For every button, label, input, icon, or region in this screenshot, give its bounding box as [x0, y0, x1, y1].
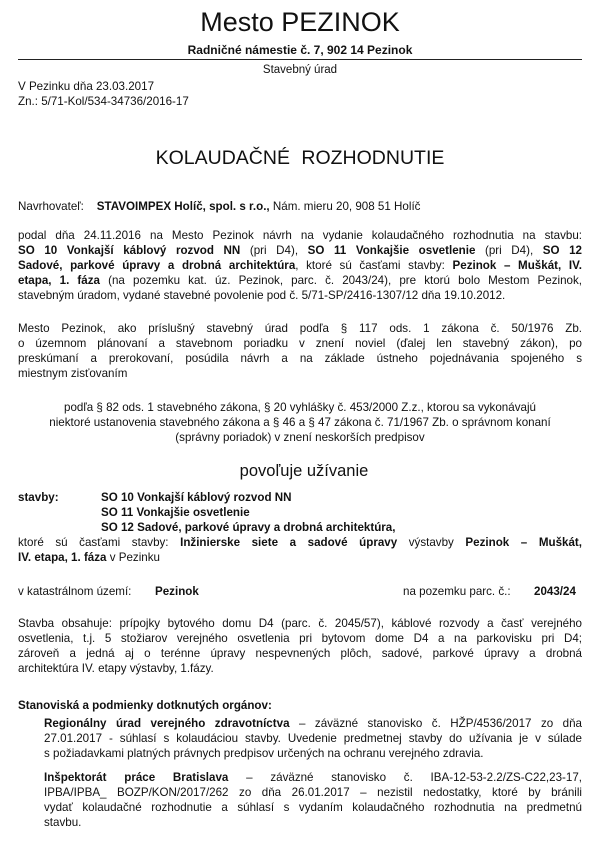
- reference-number: Zn.: 5/71-Kol/534-34736/2016-17: [18, 95, 189, 108]
- paragraph-line: (správny poriadok) v znení neskorších predpisov: [175, 431, 425, 444]
- paragraph-line: stavbu.: [44, 816, 82, 829]
- paragraph-line: IV. etapa, 1. fáza v Pezinku: [18, 551, 161, 564]
- section-heading: Stanoviská a podmienky dotknutých orgánov:: [18, 699, 272, 712]
- paragraph-line: niektoré ustanovenia stavebného zákona a § 46 a § 47 zákona č. 71/1967 Zb. o správnom konaní: [49, 416, 551, 429]
- decision-heading: povoľuje užívanie: [239, 462, 369, 480]
- paragraph-line: o územnom plánovaní a stavebnom poriadku v znení noviel (ďalej len stavebný zákon), po: [18, 337, 582, 350]
- paragraph-line: miestnym zisťovaním: [18, 367, 128, 380]
- paragraph-line: ktoré sú časťami stavby: Inžinierske siete a sadové úpravy výstavby Pezinok – Muškát,: [18, 536, 582, 549]
- paragraph-line: etapa, 1. fáza (na pozemku kat. úz. Pezinok, parc. č. 2043/24), pre ktorú bolo Mestom Pezinok,: [18, 274, 582, 287]
- applicant-label: Navrhovateľ:: [18, 200, 84, 213]
- paragraph-line: s požiadavkami platných právnych predpisov určených na ochranu verejného zdravia.: [44, 747, 484, 760]
- parcel-label: na pozemku parc. č.:: [403, 585, 511, 598]
- building-item: SO 12 Sadové, parkové úpravy a drobná architektúra,: [101, 521, 396, 534]
- paragraph-line: vydať kolaudačné rozhodnutie a súhlasí s vydaním kolaudačného rozhodnutia na predmetnú: [44, 801, 582, 814]
- cadastre-value: Pezinok: [155, 585, 199, 598]
- paragraph-line: Stavba obsahuje: prípojky bytového domu D4 (parc. č. 2045/57), káblové rozvody a časť verejného: [18, 617, 582, 630]
- city-title: Mesto PEZINOK: [200, 7, 400, 37]
- paragraph-line: stavebným úradom, vydané stavebné povolenie pod č. 5/71-SP/2416-1307/12 dňa 19.10.2012.: [18, 289, 506, 302]
- paragraph-line: SO 10 Vonkajší káblový rozvod NN (pri D4), SO 11 Vonkajšie osvetlenie (pri D4), SO 12: [18, 244, 583, 257]
- paragraph-line: architektúra IV. etapy výstavby, 1.fázy.: [18, 662, 214, 675]
- applicant-line: [18, 199, 420, 214]
- building-item: SO 11 Vonkajšie osvetlenie: [101, 506, 250, 519]
- paragraph-line: zároveň a jedná aj o terénne úpravy nespevnených plôch, sadové, parkové úpravy a drobná: [18, 647, 582, 660]
- paragraph-line: podal dňa 24.11.2016 na Mesto Pezinok návrh na vydanie kolaudačného rozhodnutia na stavbu:: [18, 229, 582, 242]
- buildings-label: stavby:: [18, 491, 59, 504]
- paragraph-line: IPBA/IPBA_ BOZP/KON/2017/262 zo dňa 26.01.2017 – nezistil nedostatky, ktoré by bránili: [44, 786, 582, 799]
- paragraph-line: osvetlenia, t.j. 5 stožiarov verejného osvetlenia pri bytovom dome D4 a na parkovisku pri D4;: [18, 632, 582, 645]
- document-title: KOLAUDAČNÉ ROZHODNUTIE: [155, 147, 445, 169]
- applicant-name: STAVOIMPEX Holíč, spol. s r.o.,: [96, 200, 270, 213]
- parcel-value: 2043/24: [534, 585, 576, 598]
- building-item: SO 10 Vonkajší káblový rozvod NN: [101, 491, 292, 504]
- paragraph-line: preskúmaní a prerokovaní, posúdila návrh a na základe ústneho pojednávania spojeného s: [18, 352, 582, 365]
- paragraph-line: Regionálny úrad verejného zdravotníctva – záväzné stanovisko č. HŽP/4536/2017 zo dňa: [44, 717, 582, 730]
- paragraph-line: Mesto Pezinok, ako príslušný stavebný úrad podľa § 117 ods. 1 zákona č. 50/1976 Zb.: [18, 322, 582, 335]
- city-address: Radničné námestie č. 7, 902 14 Pezinok: [187, 43, 413, 57]
- paragraph-line: podľa § 82 ods. 1 stavebného zákona, § 20 vyhlášky č. 453/2000 Z.z., ktorou sa vykonávajú: [64, 401, 536, 414]
- paragraph-line: Inšpektorát práce Bratislava – záväzné stanovisko č. IBA-12-53-2.2/ZS-C22,23-17,: [44, 771, 582, 784]
- place-date: V Pezinku dňa 23.03.2017: [18, 80, 155, 93]
- paragraph-line: 27.01.2017 - súhlasí s kolaudáciou stavby. Uvedenie predmetnej stavby do užívania je v súlade: [44, 732, 582, 745]
- office-name: Stavebný úrad: [262, 64, 338, 76]
- paragraph-line: Sadové, parkové úpravy a drobná architektúra, ktoré sú časťami stavby: Pezinok – Muškát, IV.: [18, 259, 582, 272]
- cadastre-label: v katastrálnom území:: [18, 585, 132, 598]
- header-rule: [18, 59, 582, 60]
- applicant-address: Nám. mieru 20, 908 51 Holíč: [272, 200, 421, 213]
